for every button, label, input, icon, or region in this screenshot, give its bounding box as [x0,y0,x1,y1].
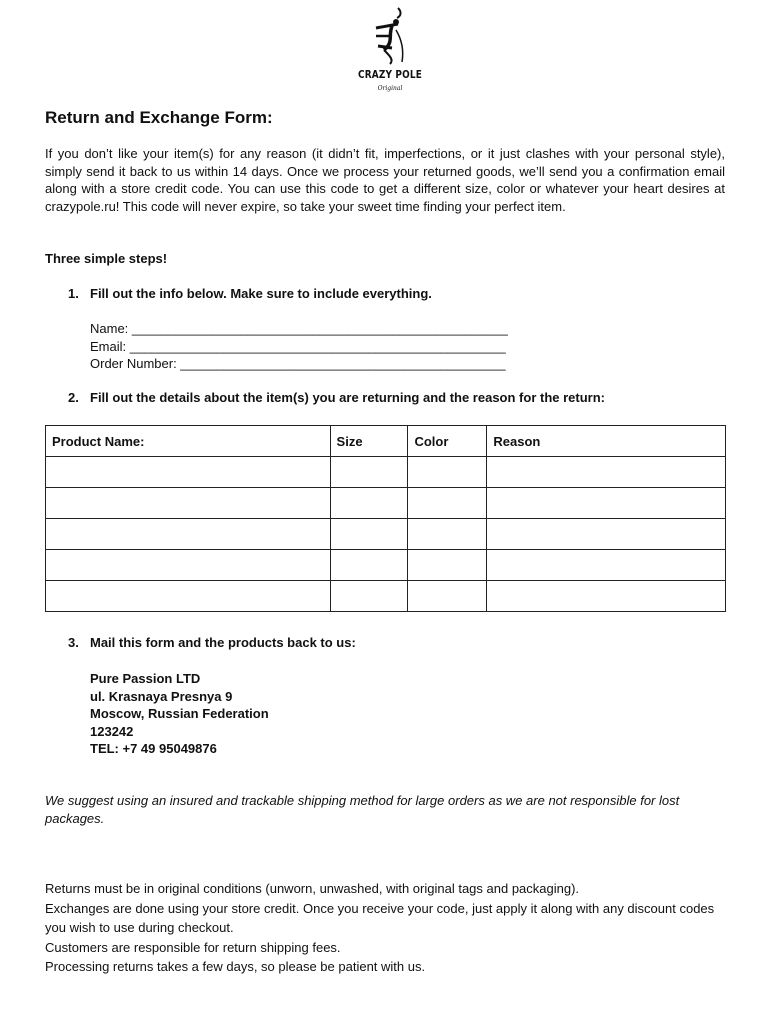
size-cell[interactable] [330,457,408,488]
reason-cell[interactable] [487,488,726,519]
step-text: Fill out the details about the item(s) you are returning and the reason for the return: [90,390,605,405]
policy-line: Processing returns takes a few days, so please be patient with us. [45,959,426,974]
policy-line: Exchanges are done using your store credit. Once you receive your code, just apply it along with any discount codes you wish to use during checkout. [45,900,715,935]
step-number: 2. [68,390,79,405]
color-cell[interactable] [408,581,487,612]
table-row [46,550,726,581]
step-text: Mail this form and the products back to us: [90,635,356,650]
product-name-cell[interactable] [46,457,331,488]
color-cell[interactable] [408,457,487,488]
table-row [46,457,726,488]
email-field[interactable]: Email: ____________________________________________________ [90,339,506,354]
step-1 [68,286,432,301]
mailing-address [90,670,269,758]
table-header-row [46,426,726,457]
size-cell[interactable] [330,488,408,519]
step-3 [68,635,356,650]
steps-heading: Three simple steps! [45,251,168,266]
product-name-cell[interactable] [46,581,331,612]
header-size: Size [330,426,408,457]
header-product-name: Product Name: [46,426,331,457]
address-phone: TEL: +7 49 95049876 [90,741,217,756]
address-postcode: 123242 [90,723,134,739]
order-number-field[interactable]: Order Number: _____________________________________________ [90,356,506,371]
brand-logo [350,6,430,92]
color-cell[interactable] [408,488,487,519]
reason-cell[interactable] [487,519,726,550]
brand-tagline: Original [377,85,403,92]
name-field[interactable]: Name: ____________________________________________________ [90,321,508,336]
header-reason: Reason [487,426,726,457]
shipping-note: We suggest using an insured and trackable shipping method for large orders as we are not responsible for lost packages. [45,793,680,826]
step-text: Fill out the info below. Make sure to include everything. [90,286,432,301]
size-cell[interactable] [330,519,408,550]
address-street: ul. Krasnaya Presnya 9 [90,688,233,704]
table-row [46,488,726,519]
reason-cell[interactable] [487,581,726,612]
return-policy [45,879,725,977]
color-cell[interactable] [408,519,487,550]
policy-line: Returns must be in original conditions (unworn, unwashed, with original tags and packaging). [45,881,580,896]
return-items-table [45,425,726,612]
intro-paragraph: If you don’t like your item(s) for any reason (it didn’t fit, imperfections, or it just clashes with your personal style), simply send it back to us within 14 days. Once we process your returned goods, we’ll send you a confirmation email along with a store credit code. You can use this code to get a different size, color or whatever your heart desires at crazypole.ru! This code will never expire, so take your sweet time finding your perfect item. [45,146,725,214]
form-title: Return and Exchange Form: [45,108,273,127]
address-company: Pure Passion LTD [90,671,201,686]
color-cell[interactable] [408,550,487,581]
product-name-cell[interactable] [46,550,331,581]
size-cell[interactable] [330,581,408,612]
product-name-cell[interactable] [46,519,331,550]
brand-name: CRAZY POLE [358,69,422,81]
header-color: Color [408,426,487,457]
step-number: 1. [68,286,79,301]
pole-dancer-icon [368,6,412,66]
step-number: 3. [68,635,79,650]
reason-cell[interactable] [487,457,726,488]
table-row [46,581,726,612]
size-cell[interactable] [330,550,408,581]
table-row [46,519,726,550]
product-name-cell[interactable] [46,488,331,519]
policy-line: Customers are responsible for return shipping fees. [45,939,341,955]
reason-cell[interactable] [487,550,726,581]
step-2 [68,390,605,405]
address-city: Moscow, Russian Federation [90,706,269,721]
